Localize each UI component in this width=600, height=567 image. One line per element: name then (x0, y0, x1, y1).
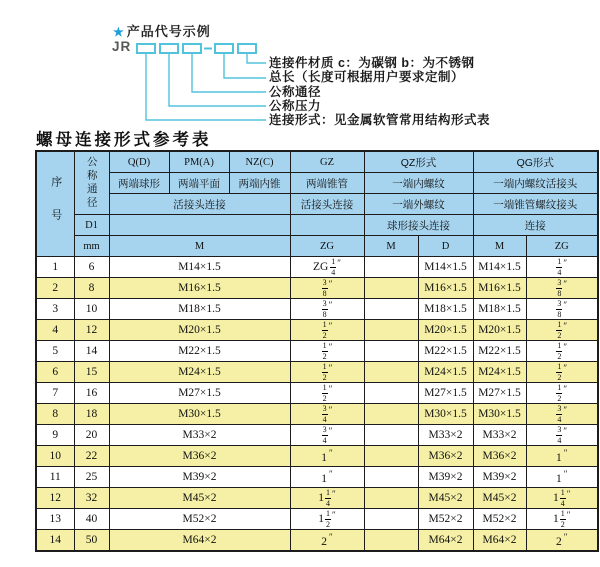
m-cell: M52×2 (109, 509, 290, 530)
header-seq: 序号 (36, 151, 74, 257)
m-cell: M36×2 (109, 446, 290, 467)
table-row (36, 278, 598, 299)
dn-cell: 40 (74, 509, 109, 530)
header-empty-1 (109, 215, 290, 236)
qz-m-cell (364, 509, 418, 530)
gz-zg-cell: 1 $\frac{1}{4}$ ″ (290, 488, 364, 509)
qz-d-cell: M33×2 (418, 425, 473, 446)
qz-m-cell (364, 383, 418, 404)
qg-m-cell: M52×2 (473, 509, 526, 530)
gz-zg-cell: 2 ″ (290, 530, 364, 552)
m-cell: M18×1.5 (109, 299, 290, 320)
example-title (113, 21, 211, 40)
connector-line (192, 53, 266, 92)
gz-zg-cell: $\frac{1}{2}$ ″ (290, 383, 364, 404)
m-cell: M24×1.5 (109, 362, 290, 383)
qz-d-cell: M16×1.5 (418, 278, 473, 299)
dn-cell: 16 (74, 383, 109, 404)
qg-m-cell: M24×1.5 (473, 362, 526, 383)
qg-m-cell: M14×1.5 (473, 257, 526, 278)
m-cell: M14×1.5 (109, 257, 290, 278)
seq-cell: 6 (36, 362, 74, 383)
diagram-label-diameter: 公称通径 (269, 85, 322, 99)
diagram-label-length: 总长（长度可根据用户要求定制） (269, 70, 465, 84)
qz-m-cell (364, 404, 418, 425)
header-gz-desc: 两端锥管 (290, 173, 364, 194)
qg-m-cell: M18×1.5 (473, 299, 526, 320)
code-box (215, 44, 233, 53)
gz-zg-cell: $\frac{1}{2}$ ″ (290, 362, 364, 383)
seq-cell: 1 (36, 257, 74, 278)
m-cell: M39×2 (109, 467, 290, 488)
qg-zg-cell: $\frac{1}{2}$ ″ (526, 320, 598, 341)
gz-zg-cell: $\frac{3}{8}$ ″ (290, 278, 364, 299)
dn-cell: 8 (74, 278, 109, 299)
seq-cell: 12 (36, 488, 74, 509)
qg-zg-cell: $\frac{1}{2}$ ″ (526, 383, 598, 404)
seq-cell: 7 (36, 383, 74, 404)
gz-zg-cell: 1 $\frac{1}{2}$ ″ (290, 509, 364, 530)
gz-zg-cell: $\frac{1}{2}$ ″ (290, 320, 364, 341)
dn-cell: 20 (74, 425, 109, 446)
table-row (36, 404, 598, 425)
header-row-2 (36, 173, 598, 194)
header-mm: mm (74, 236, 109, 257)
dn-cell: 25 (74, 467, 109, 488)
m-cell: M16×1.5 (109, 278, 290, 299)
gz-zg-cell: 1 ″ (290, 467, 364, 488)
header-nz: NZ(C) (229, 151, 290, 173)
header-pm-desc: 两端平面 (169, 173, 229, 194)
qg-zg-cell: 2 ″ (526, 530, 598, 552)
dn-cell: 50 (74, 530, 109, 552)
m-cell: M20×1.5 (109, 320, 290, 341)
seq-cell: 5 (36, 341, 74, 362)
header-row-1 (36, 151, 598, 173)
header-qz-conn: 球形接头连接 (364, 215, 473, 236)
table-row (36, 425, 598, 446)
header-qz-desc1: 一端内螺纹 (364, 173, 473, 194)
star-icon: ★ (113, 25, 125, 39)
qg-m-cell: M64×2 (473, 530, 526, 552)
table-row (36, 257, 598, 278)
qg-m-cell: M22×1.5 (473, 341, 526, 362)
table-row (36, 509, 598, 530)
qg-m-cell: M45×2 (473, 488, 526, 509)
qg-m-cell: M27×1.5 (473, 383, 526, 404)
qz-d-cell: M14×1.5 (418, 257, 473, 278)
qz-d-cell: M64×2 (418, 530, 473, 552)
gz-zg-cell: $\frac{3}{4}$ ″ (290, 404, 364, 425)
table-row (36, 488, 598, 509)
qz-d-cell: M45×2 (418, 488, 473, 509)
diagram-label-material: 连接件材质 c：为碳钢 b：为不锈钢 (269, 56, 475, 70)
qz-m-cell (364, 488, 418, 509)
header-qg-zg: ZG (526, 236, 598, 257)
seq-cell: 9 (36, 425, 74, 446)
gz-zg-cell: $\frac{3}{8}$ ″ (290, 299, 364, 320)
qz-d-cell: M18×1.5 (418, 299, 473, 320)
seq-cell: 4 (36, 320, 74, 341)
header-qg-conn: 连接 (473, 215, 598, 236)
table-body (36, 257, 598, 552)
connector-line (224, 53, 266, 78)
connector-line (247, 53, 266, 63)
gz-zg-cell: ZG $\frac{1}{4}$ ″ (290, 257, 364, 278)
qz-m-cell (364, 257, 418, 278)
qz-d-cell: M30×1.5 (418, 404, 473, 425)
table-row (36, 362, 598, 383)
header-qz-desc2: 一端外螺纹 (364, 194, 473, 215)
seq-cell: 10 (36, 446, 74, 467)
header-nz-desc: 两端内锥 (229, 173, 290, 194)
header-q-desc: 两端球形 (109, 173, 169, 194)
qg-m-cell: M30×1.5 (473, 404, 526, 425)
header-pm: PM(A) (169, 151, 229, 173)
dn-cell: 18 (74, 404, 109, 425)
header-row-3 (36, 194, 598, 215)
qg-m-cell: M16×1.5 (473, 278, 526, 299)
qz-d-cell: M36×2 (418, 446, 473, 467)
m-cell: M33×2 (109, 425, 290, 446)
qg-zg-cell: $\frac{1}{2}$ ″ (526, 341, 598, 362)
seq-cell: 13 (36, 509, 74, 530)
qg-zg-cell: $\frac{3}{4}$ ″ (526, 425, 598, 446)
table-header (36, 151, 598, 257)
qz-d-cell: M22×1.5 (418, 341, 473, 362)
qz-m-cell (364, 530, 418, 552)
table-row (36, 320, 598, 341)
qg-zg-cell: 1 $\frac{1}{4}$ ″ (526, 488, 598, 509)
qg-zg-cell: $\frac{1}{4}$ ″ (526, 257, 598, 278)
qz-d-cell: M27×1.5 (418, 383, 473, 404)
header-qg-desc2: 一端锥管螺纹接头 (473, 194, 598, 215)
header-d1: D1 (74, 215, 109, 236)
qz-d-cell: M20×1.5 (418, 320, 473, 341)
gz-zg-cell: 1 ″ (290, 446, 364, 467)
dn-cell: 6 (74, 257, 109, 278)
table-row (36, 299, 598, 320)
header-qz-m: M (364, 236, 418, 257)
gz-zg-cell: $\frac{3}{4}$ ″ (290, 425, 364, 446)
header-m: M (109, 236, 290, 257)
diagram-label-pressure: 公称压力 (269, 99, 322, 113)
example-title-text: 产品代号示例 (126, 24, 211, 39)
code-box (183, 44, 201, 53)
diagram-label-connection: 连接形式：见金属软管常用结构形式表 (269, 113, 491, 127)
table-title: 螺母连接形式参考表 (36, 130, 212, 149)
header-qz: QZ形式 (364, 151, 473, 173)
header-row-4 (36, 215, 598, 236)
m-cell: M27×1.5 (109, 383, 290, 404)
dn-cell: 10 (74, 299, 109, 320)
header-union-conn: 活接头连接 (109, 194, 290, 215)
header-row-5 (36, 236, 598, 257)
qg-m-cell: M33×2 (473, 425, 526, 446)
dn-cell: 15 (74, 362, 109, 383)
m-cell: M64×2 (109, 530, 290, 552)
header-qg: QG形式 (473, 151, 598, 173)
header-qz-d: D (418, 236, 473, 257)
header-q: Q(D) (109, 151, 169, 173)
header-dn: 公称通径 (74, 151, 109, 215)
seq-cell: 8 (36, 404, 74, 425)
qg-m-cell: M36×2 (473, 446, 526, 467)
qz-m-cell (364, 362, 418, 383)
code-box (137, 44, 155, 53)
table-row (36, 467, 598, 488)
dn-cell: 12 (74, 320, 109, 341)
table-row (36, 383, 598, 404)
connector-line (169, 53, 266, 106)
gz-zg-cell: $\frac{1}{2}$ ″ (290, 341, 364, 362)
seq-cell: 14 (36, 530, 74, 552)
code-box (238, 44, 256, 53)
header-gz: GZ (290, 151, 364, 173)
qg-zg-cell: $\frac{1}{2}$ ″ (526, 362, 598, 383)
qg-zg-cell: $\frac{3}{8}$ ″ (526, 278, 598, 299)
qg-m-cell: M39×2 (473, 467, 526, 488)
table-row (36, 530, 598, 552)
qz-m-cell (364, 467, 418, 488)
seq-cell: 3 (36, 299, 74, 320)
qz-m-cell (364, 299, 418, 320)
qz-d-cell: M24×1.5 (418, 362, 473, 383)
seq-cell: 2 (36, 278, 74, 299)
qz-d-cell: M52×2 (418, 509, 473, 530)
qz-m-cell (364, 278, 418, 299)
header-gz-conn: 活接头连接 (290, 194, 364, 215)
dn-cell: 32 (74, 488, 109, 509)
qg-zg-cell: $\frac{3}{4}$ ″ (526, 404, 598, 425)
code-box (160, 44, 178, 53)
m-cell: M30×1.5 (109, 404, 290, 425)
qg-zg-cell: 1 ″ (526, 467, 598, 488)
qz-m-cell (364, 341, 418, 362)
qz-m-cell (364, 320, 418, 341)
qz-m-cell (364, 425, 418, 446)
qg-zg-cell: 1 ″ (526, 446, 598, 467)
qz-d-cell: M39×2 (418, 467, 473, 488)
nut-connection-table (35, 150, 599, 552)
dn-cell: 14 (74, 341, 109, 362)
m-cell: M45×2 (109, 488, 290, 509)
dn-cell: 22 (74, 446, 109, 467)
qg-zg-cell: 1 $\frac{1}{2}$ ″ (526, 509, 598, 530)
header-zg: ZG (290, 236, 364, 257)
m-cell: M22×1.5 (109, 341, 290, 362)
table-row (36, 446, 598, 467)
table-row (36, 341, 598, 362)
header-empty-2 (290, 215, 364, 236)
qg-m-cell: M20×1.5 (473, 320, 526, 341)
seq-cell: 11 (36, 467, 74, 488)
qz-m-cell (364, 446, 418, 467)
header-qg-desc1: 一端内螺纹活接头 (473, 173, 598, 194)
header-qg-m: M (473, 236, 526, 257)
qg-zg-cell: $\frac{3}{8}$ ″ (526, 299, 598, 320)
code-prefix: JR (112, 39, 132, 54)
